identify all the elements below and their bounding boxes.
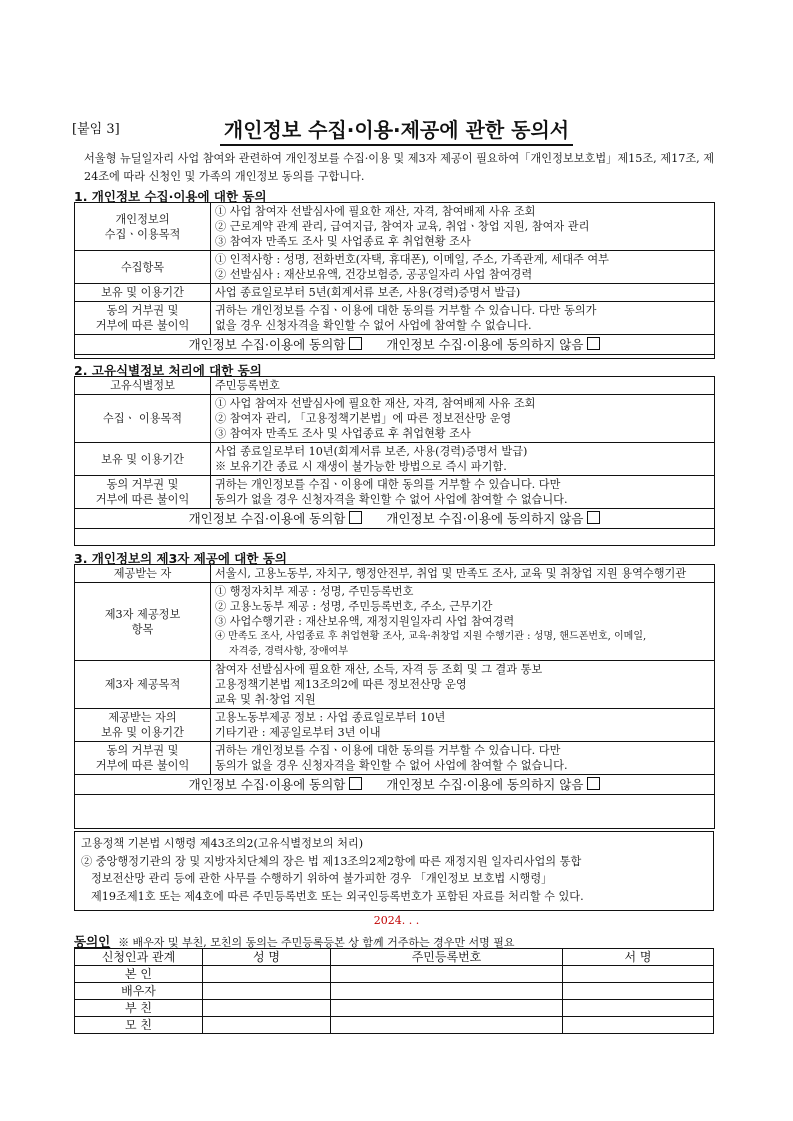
row-label-line: 제3자 제공목적	[104, 678, 181, 691]
table-row	[75, 709, 715, 742]
row-label	[75, 583, 211, 661]
date-line: 2024. . .	[373, 914, 420, 927]
row-content	[211, 565, 715, 583]
row-label-line: 항목	[131, 622, 154, 636]
disagree-checkbox[interactable]	[587, 777, 600, 790]
signature-field[interactable]	[563, 1000, 714, 1017]
agree-checkbox[interactable]	[349, 337, 362, 350]
signature-row-father	[75, 1000, 714, 1017]
agreement-row	[75, 775, 715, 795]
rrn-field[interactable]	[331, 1017, 563, 1034]
agreement-row	[75, 335, 715, 355]
section2-table	[74, 376, 715, 529]
row-label-line: 거부에 따른 불이익	[95, 319, 190, 332]
row-label-line: 동의 거부권 및	[106, 744, 179, 757]
disagree-checkbox[interactable]	[587, 511, 600, 524]
row-label-line: 동의 거부권 및	[106, 478, 179, 491]
row-content-line: 기타기관 : 제공일로부터 3년 이내	[215, 726, 381, 739]
row-content-line: ① 행정자치부 제공 : 성명, 주민등록번호	[215, 585, 414, 598]
row-content-line: 서울시, 고용노동부, 자치구, 행정안전부, 취업 및 만족도 조사, 교육 및 취창업 지원 용역수행기관	[215, 567, 687, 580]
row-label-line: 보유 및 이용기간	[101, 452, 184, 466]
row-label	[75, 661, 211, 709]
row-label	[75, 302, 211, 335]
row-content-line: 귀하는 개인정보를 수집ㆍ이용에 대한 동의를 거부할 수 있습니다. 다만	[215, 478, 561, 491]
relation-mother: 모 친	[75, 1017, 203, 1034]
table-row	[75, 565, 715, 583]
row-content	[211, 203, 715, 251]
row-label	[75, 203, 211, 251]
section1-table	[74, 202, 715, 355]
table-row	[75, 302, 715, 335]
row-content	[211, 284, 715, 302]
row-content-line: ③ 참여자 만족도 조사 및 사업종료 후 취업현황 조사	[215, 427, 471, 440]
row-content-line: ② 선발심사 : 재산보유액, 건강보험증, 공공일자리 사업 참여경력	[215, 268, 533, 281]
rrn-field[interactable]	[331, 966, 563, 983]
row-content-line: ③ 참여자 만족도 조사 및 사업종료 후 취업현황 조사	[215, 235, 471, 248]
consent-signature-table	[74, 948, 714, 1034]
row-label	[75, 395, 211, 443]
row-content	[211, 443, 715, 476]
row-content	[211, 583, 715, 661]
row-label-line: 고유식별정보	[110, 379, 175, 392]
agreement-cell	[75, 335, 715, 355]
agreement-cell	[75, 775, 715, 795]
row-content	[211, 251, 715, 284]
row-content-line: ③ 사업수행기관 : 재산보유액, 재정지원일자리 사업 참여경력	[215, 615, 515, 628]
row-label	[75, 284, 211, 302]
name-field[interactable]	[203, 1000, 331, 1017]
section3-heading: 3. 개인정보의 제3자 제공에 대한 동의	[74, 551, 287, 566]
table-row	[75, 284, 715, 302]
agree-label: 개인정보 수집·이용에 동의함	[188, 777, 346, 792]
table-row	[75, 583, 715, 661]
signature-row-mother	[75, 1017, 714, 1034]
name-field[interactable]	[203, 1017, 331, 1034]
row-label	[75, 709, 211, 742]
row-content-line: ※ 보유기간 종료 시 재생이 불가능한 방법으로 즉시 파기함.	[215, 460, 507, 473]
row-content	[211, 476, 715, 509]
table-row	[75, 251, 715, 284]
row-content-line: 사업 종료일로부터 5년(회계서류 보존, 사용(경력)증명서 발급)	[215, 286, 521, 299]
table-row	[75, 203, 715, 251]
row-content-line: ④ 만족도 조사, 사업종료 후 취업현황 조사, 교육·취창업 지원 수행기관 : 성명, 핸드폰번호, 이메일,	[215, 631, 647, 642]
row-content	[211, 377, 715, 395]
row-content-line: 고용노동부제공 정보 : 사업 종료일로부터 10년	[215, 711, 446, 724]
signature-field[interactable]	[563, 966, 714, 983]
table-row	[75, 476, 715, 509]
row-content	[211, 742, 715, 775]
header-relation: 신청인과 관계	[75, 949, 203, 966]
relation-self: 본 인	[75, 966, 203, 983]
row-label-line: 수집항목	[120, 260, 165, 274]
row-content-line: 고용정책기본법 제13조의2에 따른 정보전산망 운영	[215, 678, 467, 691]
row-label-line: 동의 거부권 및	[106, 304, 179, 317]
row-content-line: ① 인적사항 : 성명, 전화번호(자택, 휴대폰), 이메일, 주소, 가족관계, 세대주 여부	[215, 253, 609, 266]
row-label	[75, 443, 211, 476]
row-content-line: 귀하는 개인정보를 수집ㆍ이용에 대한 동의를 거부할 수 있습니다. 다만	[215, 744, 561, 757]
agree-checkbox[interactable]	[349, 777, 362, 790]
row-content-line: 주민등록번호	[215, 379, 280, 392]
row-label-line: 수집ㆍ이용목적	[104, 227, 181, 241]
table-row	[75, 661, 715, 709]
agree-label: 개인정보 수집·이용에 동의함	[188, 511, 346, 526]
row-content	[211, 395, 715, 443]
relation-father: 부 친	[75, 1000, 203, 1017]
section3-table	[74, 564, 715, 795]
intro-text: 서울형 뉴딜일자리 사업 참여와 관련하여 개인정보를 수집·이용 및 제3자 제공이 필요하여「개인정보보호법」제15조, 제17조, 제24조에 따라 신청인 및 가족의 개인정보 동의를 구합니다.	[84, 152, 715, 183]
row-content	[211, 661, 715, 709]
consent-note: ※ 배우자 및 부친, 모친의 동의는 주민등록등본 상 함께 거주하는 경우만 서명 필요	[118, 936, 515, 949]
row-label-line: 제공받는 자	[113, 567, 172, 580]
legal-line-2: ② 중앙행정기관의 장 및 지방자치단체의 장은 법 제13조의2제2항에 따른 재정지원 일자리사업의 통합	[81, 854, 582, 868]
row-label-line: 제3자 제공정보	[104, 607, 181, 621]
disagree-checkbox[interactable]	[587, 337, 600, 350]
row-label	[75, 377, 211, 395]
disagree-label: 개인정보 수집·이용에 동의하지 않음	[386, 511, 584, 526]
page-title	[0, 114, 793, 143]
section2-heading: 2. 고유식별정보 처리에 대한 동의	[74, 363, 262, 378]
signature-row-spouse	[75, 983, 714, 1000]
agree-checkbox[interactable]	[349, 511, 362, 524]
table-row	[75, 395, 715, 443]
row-content-line: 동의가 없을 경우 신청자격을 확인할 수 없어 사업에 참여할 수 없습니다.	[215, 759, 568, 772]
row-label-line: 제공받는 자의	[108, 711, 177, 724]
name-field[interactable]	[203, 966, 331, 983]
section1-heading: 1. 개인정보 수집·이용에 대한 동의	[74, 189, 267, 204]
header-signature: 서 명	[563, 949, 714, 966]
row-content-line: ① 사업 참여자 선발심사에 필요한 재산, 자격, 참여배제 사유 조회	[215, 205, 536, 218]
disagree-label: 개인정보 수집·이용에 동의하지 않음	[386, 777, 584, 792]
relation-spouse: 배우자	[75, 983, 203, 1000]
row-content-line: 자격증, 경력사항, 장애여부	[229, 646, 348, 657]
attachment-label: [붙임 3]	[72, 122, 120, 137]
table-row	[75, 377, 715, 395]
row-content-line: ② 근로계약 관계 관리, 급여지급, 참여자 교육, 취업ㆍ창업 지원, 참여자 관리	[215, 220, 590, 233]
rrn-field[interactable]	[331, 983, 563, 1000]
row-content	[211, 709, 715, 742]
legal-line-3: 정보전산망 관리 등에 관한 사무를 수행하기 위하여 불가피한 경우 「개인정보 보호법 시행령」	[91, 872, 553, 885]
row-content-line: 사업 종료일로부터 10년(회계서류 보존, 사용(경력)증명서 발급)	[215, 445, 528, 458]
disagree-label: 개인정보 수집·이용에 동의하지 않음	[386, 337, 584, 352]
header-name: 성 명	[203, 949, 331, 966]
agree-label: 개인정보 수집·이용에 동의함	[188, 337, 346, 352]
consent-title: 동의인	[74, 934, 111, 949]
rrn-field[interactable]	[331, 1000, 563, 1017]
legal-line-1: 고용정책 기본법 시행령 제43조의2(고유식별정보의 처리)	[81, 837, 364, 850]
row-label	[75, 251, 211, 284]
row-label-line: 거부에 따른 불이익	[95, 493, 190, 506]
table-row	[75, 742, 715, 775]
row-label	[75, 476, 211, 509]
row-label	[75, 742, 211, 775]
row-content-line: 동의가 없을 경우 신청자격을 확인할 수 없어 사업에 참여할 수 없습니다.	[215, 493, 568, 506]
row-label-line: 보유 및 이용기간	[101, 726, 184, 739]
row-content	[211, 302, 715, 335]
row-content-line: ② 고용노동부 제공 : 성명, 주민등록번호, 주소, 근무기간	[215, 600, 493, 613]
row-label-line: 개인정보의	[115, 212, 170, 226]
row-label	[75, 565, 211, 583]
row-label-line: 거부에 따른 불이익	[95, 759, 190, 772]
row-content-line: ② 참여자 관리, 「고용정책기본법」에 따른 정보전산망 운영	[215, 412, 512, 425]
signature-field[interactable]	[563, 1017, 714, 1034]
signature-row-self	[75, 966, 714, 983]
name-field[interactable]	[203, 983, 331, 1000]
row-content-line: 참여자 선발심사에 필요한 재산, 소득, 자격 등 조회 및 그 결과 통보	[215, 663, 543, 676]
signature-field[interactable]	[563, 983, 714, 1000]
signature-header-row	[75, 949, 714, 966]
header-rrn: 주민등록번호	[331, 949, 563, 966]
legal-line-4: 제19조제1호 또는 제4호에 따른 주민등록번호 또는 외국인등록번호가 포함된 자료를 처리할 수 있다.	[91, 889, 584, 903]
page-title-text: 개인정보 수집·이용·제공에 관한 동의서	[220, 118, 573, 146]
row-label-line: 보유 및 이용기간	[101, 286, 184, 299]
row-content-line: 없을 경우 신청자격을 확인할 수 없어 사업에 참여할 수 없습니다.	[215, 319, 532, 332]
table-row	[75, 443, 715, 476]
row-content-line: 귀하는 개인정보를 수집ㆍ이용에 대한 동의를 거부할 수 있습니다. 다만 동의가	[215, 304, 597, 317]
row-content-line: ① 사업 참여자 선발심사에 필요한 재산, 자격, 참여배제 사유 조회	[215, 397, 536, 410]
row-content-line: 교육 및 취·창업 지원	[215, 693, 316, 706]
legal-notice-box	[74, 831, 714, 911]
row-label-line: 수집ㆍ 이용목적	[102, 412, 183, 425]
agreement-cell	[75, 509, 715, 529]
agreement-row	[75, 509, 715, 529]
